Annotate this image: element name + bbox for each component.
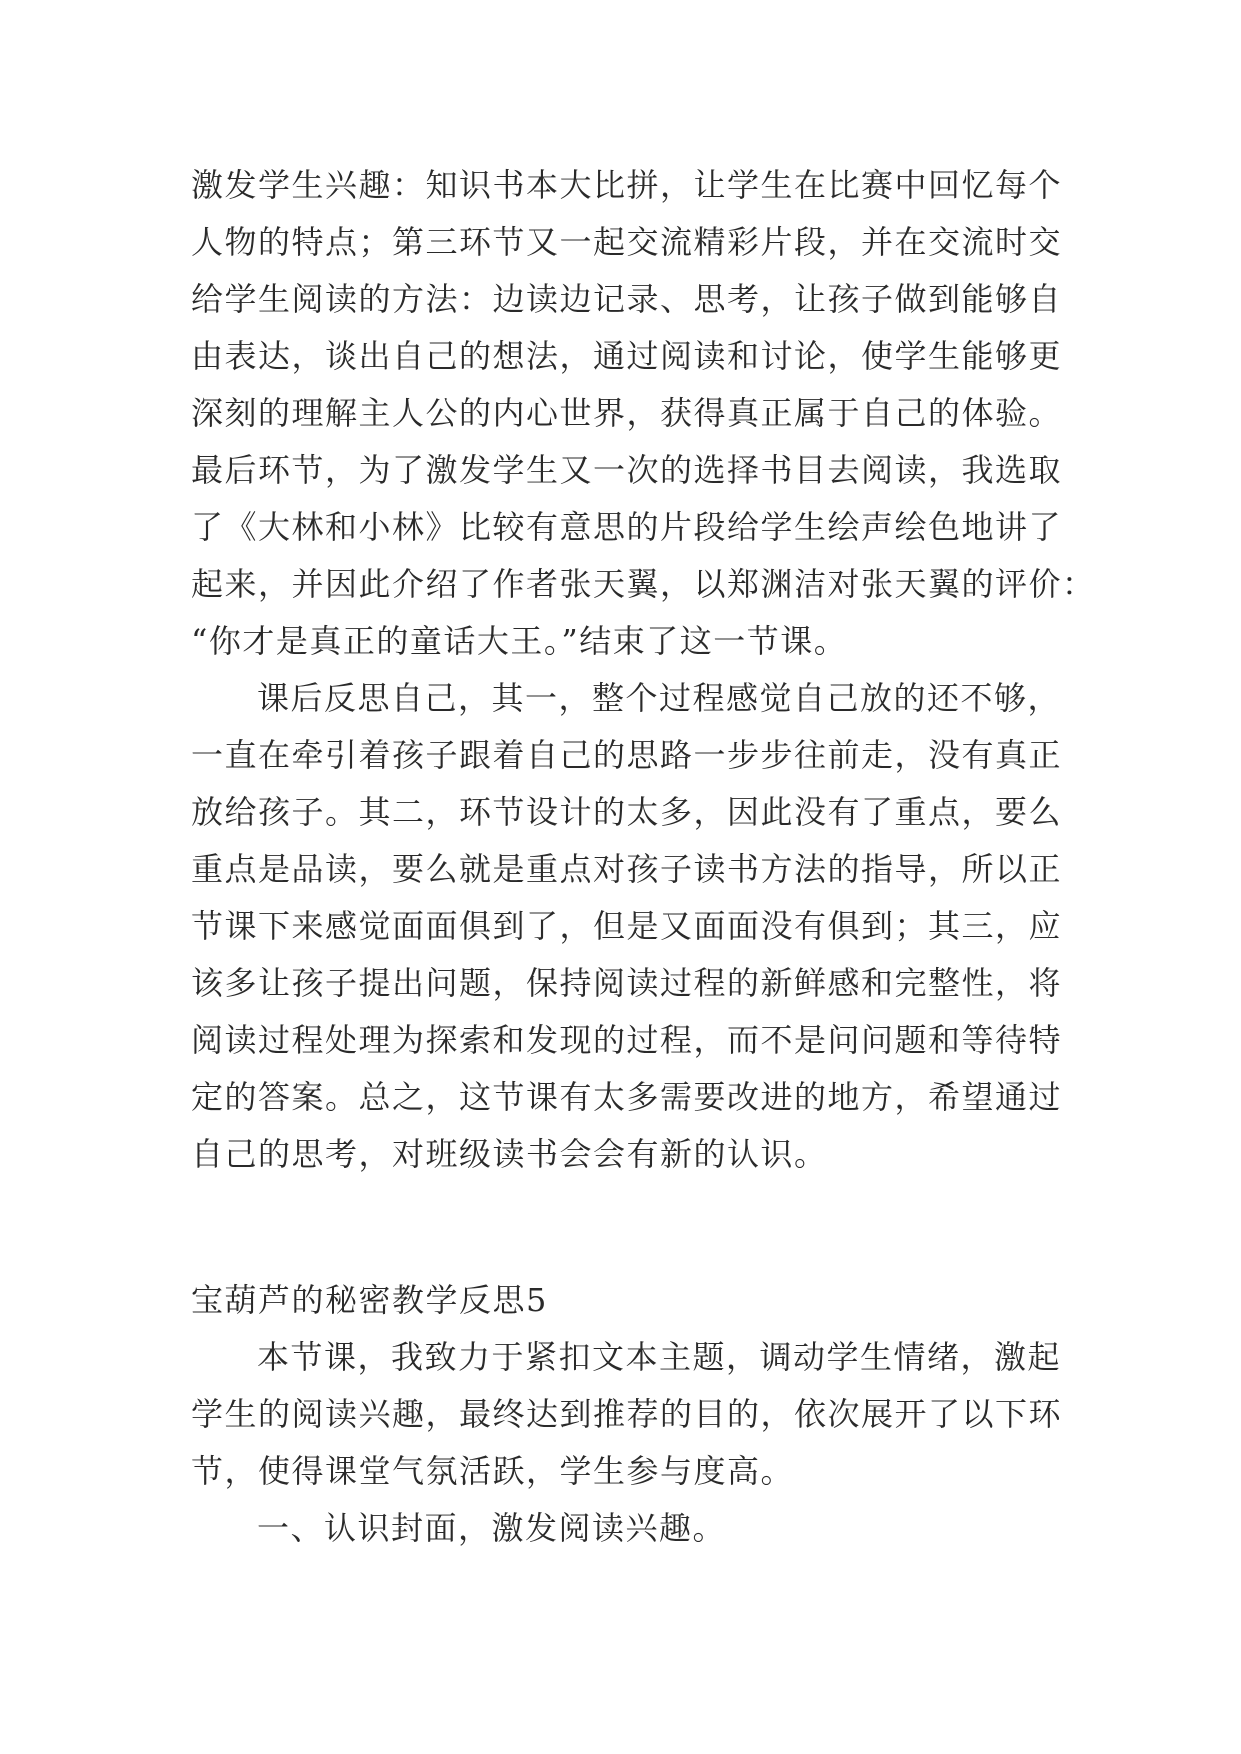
text-line: 激发学生兴趣：知识书本大比拼，让学生在比赛中回忆每个 [191,166,1063,204]
text-line: 最后环节，为了激发学生又一次的选择书目去阅读，我选取 [191,451,1063,489]
section-title: 宝葫芦的秘密教学反思5 [191,1281,548,1319]
text-line: 阅读过程处理为探索和发现的过程，而不是问问题和等待特 [191,1021,1063,1059]
text-line: 放给孩子。其二，环节设计的太多，因此没有了重点，要么 [191,793,1063,831]
text-line: 节，使得课堂气氛活跃，学生参与度高。 [191,1452,795,1490]
text-line: 起来，并因此介绍了作者张天翼，以郑渊洁对张天翼的评价： [191,565,1096,603]
text-line: “你才是真正的童话大王。”结束了这一节课。 [191,622,848,660]
paragraph-first-line: 本节课，我致力于紧扣文本主题，调动学生情绪，激起 [257,1338,1062,1376]
text-line: 学生的阅读兴趣，最终达到推荐的目的，依次展开了以下环 [191,1395,1063,1433]
text-line: 一直在牵引着孩子跟着自己的思路一步步往前走，没有真正 [191,736,1063,774]
text-line: 由表达，谈出自己的想法，通过阅读和讨论，使学生能够更 [191,337,1063,375]
text-line: 深刻的理解主人公的内心世界，获得真正属于自己的体验。 [191,394,1063,432]
text-line: 给学生阅读的方法：边读边记录、思考，让孩子做到能够自 [191,280,1063,318]
text-line: 该多让孩子提出问题，保持阅读过程的新鲜感和完整性，将 [191,964,1063,1002]
paragraph-first-line: 课后反思自己，其一，整个过程感觉自己放的还不够， [257,679,1062,717]
list-item-heading: 一、认识封面，激发阅读兴趣。 [257,1509,727,1547]
reflection-paragraphs [191,157,1096,1183]
text-line: 了《大林和小林》比较有意思的片段给学生绘声绘色地讲了 [191,508,1063,546]
text-line: 重点是品读，要么就是重点对孩子读书方法的指导，所以正 [191,850,1063,888]
text-line: 节课下来感觉面面俱到了，但是又面面没有俱到；其三，应 [191,907,1063,945]
text-line: 自己的思考，对班级读书会会有新的认识。 [191,1135,828,1173]
text-line: 定的答案。总之，这节课有太多需要改进的地方，希望通过 [191,1078,1063,1116]
text-line: 人物的特点；第三环节又一起交流精彩片段，并在交流时交 [191,223,1063,261]
section-5 [191,1272,1071,1557]
